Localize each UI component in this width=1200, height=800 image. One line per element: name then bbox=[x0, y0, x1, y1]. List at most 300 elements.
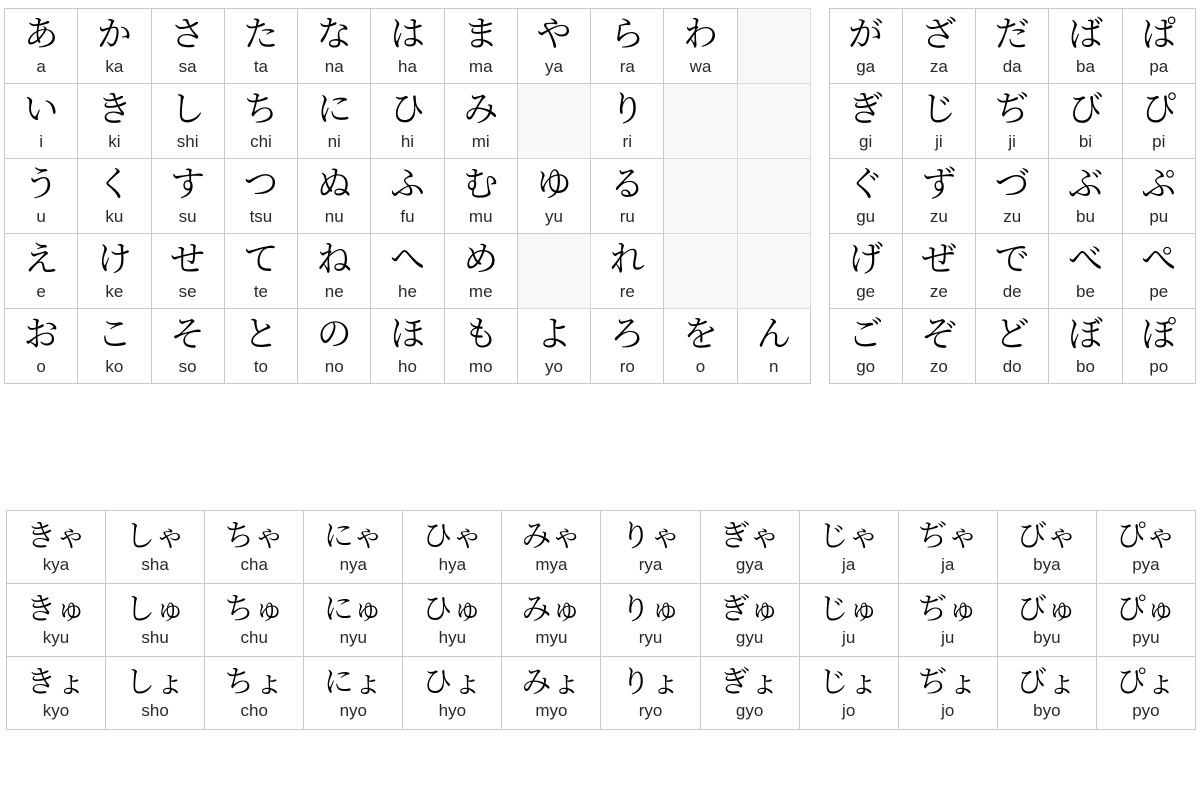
kana-glyph: の bbox=[316, 315, 352, 356]
kana-cell[interactable] bbox=[829, 9, 902, 84]
romaji-label: pa bbox=[1149, 56, 1169, 76]
kana-cell[interactable] bbox=[976, 309, 1049, 384]
romaji-label: gyo bbox=[735, 700, 764, 720]
kana-glyph: ぢ bbox=[994, 90, 1030, 131]
romaji-label: gyu bbox=[735, 627, 764, 647]
kana-cell[interactable] bbox=[78, 159, 151, 234]
kana-glyph: か bbox=[96, 15, 132, 56]
romaji-label: gu bbox=[856, 206, 876, 226]
kana-glyph: そ bbox=[170, 315, 206, 356]
kana-cell[interactable] bbox=[304, 657, 403, 730]
kana-cell[interactable] bbox=[898, 584, 997, 657]
kana-glyph: ぶ bbox=[1067, 165, 1103, 206]
romaji-label: pe bbox=[1149, 281, 1169, 301]
kana-cell[interactable] bbox=[444, 309, 517, 384]
kana-glyph: て bbox=[243, 240, 279, 281]
table-row bbox=[5, 309, 1196, 384]
romaji-label: ro bbox=[619, 356, 635, 376]
romaji-label: do bbox=[1002, 356, 1022, 376]
kana-glyph: み bbox=[463, 90, 499, 131]
kana-glyph: し bbox=[170, 90, 206, 131]
kana-cell[interactable] bbox=[517, 159, 590, 234]
kana-cell[interactable] bbox=[1122, 84, 1195, 159]
table-row bbox=[5, 234, 1196, 309]
romaji-label: mu bbox=[468, 206, 493, 226]
kana-glyph: な bbox=[316, 15, 352, 56]
romaji-label: ga bbox=[856, 56, 876, 76]
kana-glyph: を bbox=[683, 315, 719, 356]
kana-cell[interactable] bbox=[664, 9, 737, 84]
kana-glyph: ぜ bbox=[921, 240, 957, 281]
romaji-label: chi bbox=[250, 131, 272, 151]
kana-glyph: で bbox=[994, 240, 1030, 281]
kana-cell[interactable] bbox=[591, 309, 664, 384]
romaji-label: ru bbox=[619, 206, 635, 226]
spacer-cell bbox=[810, 234, 829, 309]
kana-glyph: ぞ bbox=[921, 315, 957, 356]
kana-cell[interactable] bbox=[151, 9, 224, 84]
kana-cell[interactable] bbox=[997, 584, 1096, 657]
romaji-label: ne bbox=[324, 281, 344, 301]
table-row bbox=[5, 9, 1196, 84]
kana-glyph: び bbox=[1067, 90, 1103, 131]
romaji-label: ju bbox=[941, 627, 955, 647]
kana-cell[interactable] bbox=[976, 234, 1049, 309]
kana-glyph: ぎ bbox=[848, 90, 884, 131]
romaji-label: bo bbox=[1075, 356, 1095, 376]
romaji-label: ni bbox=[327, 131, 341, 151]
kana-cell[interactable] bbox=[371, 309, 444, 384]
romaji-label: re bbox=[619, 281, 635, 301]
romaji-label: nyu bbox=[339, 627, 367, 647]
romaji-label: ryu bbox=[638, 627, 663, 647]
kana-cell[interactable] bbox=[1096, 511, 1195, 584]
kana-cell[interactable] bbox=[371, 234, 444, 309]
kana-cell[interactable] bbox=[902, 159, 975, 234]
kana-glyph: ば bbox=[1067, 15, 1103, 56]
kana-glyph: みゃ bbox=[521, 519, 582, 555]
romaji-label: nu bbox=[324, 206, 344, 226]
youon-body bbox=[7, 511, 1196, 730]
romaji-label: ji bbox=[1008, 131, 1016, 151]
kana-glyph: ふ bbox=[389, 165, 425, 206]
kana-glyph: ぬ bbox=[316, 165, 352, 206]
kana-cell[interactable] bbox=[1049, 309, 1122, 384]
kana-glyph: にゅ bbox=[323, 592, 383, 628]
romaji-label: n bbox=[769, 356, 779, 376]
kana-cell[interactable] bbox=[902, 9, 975, 84]
romaji-label: ji bbox=[935, 131, 943, 151]
kana-glyph: め bbox=[463, 240, 499, 281]
empty-kana-cell bbox=[517, 234, 590, 309]
kana-cell[interactable] bbox=[517, 309, 590, 384]
romaji-label: bya bbox=[1033, 554, 1061, 574]
romaji-label: fu bbox=[400, 206, 415, 226]
romaji-label: zu bbox=[1003, 206, 1022, 226]
kana-cell[interactable] bbox=[106, 657, 205, 730]
romaji-label: so bbox=[178, 356, 197, 376]
kana-cell[interactable] bbox=[664, 309, 737, 384]
romaji-label: i bbox=[39, 131, 44, 151]
youon-table bbox=[6, 510, 1196, 730]
romaji-label: ha bbox=[398, 56, 417, 76]
kana-cell[interactable] bbox=[1096, 657, 1195, 730]
kana-cell[interactable] bbox=[444, 9, 517, 84]
romaji-label: byu bbox=[1033, 627, 1061, 647]
kana-cell[interactable] bbox=[224, 234, 297, 309]
kana-cell[interactable] bbox=[151, 159, 224, 234]
romaji-label: ki bbox=[108, 131, 121, 151]
romaji-label: be bbox=[1075, 281, 1095, 301]
spacer-cell bbox=[810, 84, 829, 159]
kana-glyph: へ bbox=[389, 240, 425, 281]
kana-cell[interactable] bbox=[7, 657, 106, 730]
kana-cell[interactable] bbox=[106, 511, 205, 584]
kana-cell[interactable] bbox=[902, 234, 975, 309]
kana-glyph: ひ bbox=[389, 90, 425, 131]
kana-cell[interactable] bbox=[601, 657, 700, 730]
kana-cell[interactable] bbox=[591, 234, 664, 309]
romaji-label: ryo bbox=[638, 700, 663, 720]
kana-cell[interactable] bbox=[371, 159, 444, 234]
romaji-label: nyo bbox=[339, 700, 367, 720]
kana-glyph: ちょ bbox=[224, 665, 285, 701]
romaji-label: da bbox=[1002, 56, 1022, 76]
kana-glyph: お bbox=[23, 315, 59, 356]
kana-glyph: む bbox=[463, 165, 499, 206]
romaji-label: kyo bbox=[42, 700, 70, 720]
kana-glyph: ろ bbox=[609, 315, 645, 356]
romaji-label: ja bbox=[842, 554, 856, 574]
kana-cell[interactable] bbox=[591, 9, 664, 84]
romaji-label: ma bbox=[468, 56, 493, 76]
romaji-label: ri bbox=[622, 131, 632, 151]
kana-glyph: びゅ bbox=[1016, 592, 1077, 628]
kana-glyph: ぢゃ bbox=[917, 519, 978, 555]
romaji-label: ra bbox=[619, 56, 635, 76]
romaji-label: cho bbox=[240, 700, 268, 720]
kana-glyph: びゃ bbox=[1016, 519, 1077, 555]
kana-glyph: け bbox=[96, 240, 132, 281]
kana-cell[interactable] bbox=[5, 9, 78, 84]
romaji-label: pi bbox=[1152, 131, 1166, 151]
empty-kana-cell bbox=[737, 234, 810, 309]
kana-glyph: びょ bbox=[1016, 665, 1077, 701]
kana-cell[interactable] bbox=[829, 234, 902, 309]
kana-glyph: ちゃ bbox=[224, 519, 285, 555]
kana-cell[interactable] bbox=[298, 234, 371, 309]
romaji-label: kyu bbox=[42, 627, 70, 647]
kana-cell[interactable] bbox=[1122, 159, 1195, 234]
kana-glyph: きゃ bbox=[26, 519, 87, 555]
kana-cell[interactable] bbox=[78, 9, 151, 84]
kana-glyph: ぼ bbox=[1067, 315, 1103, 356]
kana-glyph: ひゃ bbox=[422, 519, 483, 555]
kana-glyph: にょ bbox=[323, 665, 383, 701]
kana-glyph: せ bbox=[170, 240, 206, 281]
kana-glyph: あ bbox=[23, 15, 59, 56]
kana-glyph: ご bbox=[848, 315, 884, 356]
kana-cell[interactable] bbox=[151, 234, 224, 309]
romaji-label: shu bbox=[141, 627, 169, 647]
romaji-label: jo bbox=[941, 700, 955, 720]
kana-cell[interactable] bbox=[444, 234, 517, 309]
kana-glyph: じ bbox=[921, 90, 957, 131]
kana-glyph: さ bbox=[170, 15, 206, 56]
kana-glyph: しゅ bbox=[125, 592, 186, 628]
kana-glyph: ぽ bbox=[1141, 315, 1177, 356]
romaji-label: de bbox=[1002, 281, 1022, 301]
kana-glyph: ちゅ bbox=[224, 592, 285, 628]
romaji-label: ba bbox=[1075, 56, 1095, 76]
kana-glyph: こ bbox=[96, 315, 132, 356]
romaji-label: ju bbox=[842, 627, 856, 647]
kana-glyph: ひょ bbox=[422, 665, 483, 701]
spacer-cell bbox=[810, 159, 829, 234]
kana-cell[interactable] bbox=[1122, 234, 1195, 309]
romaji-label: zo bbox=[929, 356, 948, 376]
kana-cell[interactable] bbox=[700, 511, 799, 584]
kana-glyph: は bbox=[389, 15, 425, 56]
romaji-label: byo bbox=[1033, 700, 1061, 720]
kana-cell[interactable] bbox=[78, 234, 151, 309]
kana-glyph: う bbox=[23, 165, 59, 206]
kana-cell[interactable] bbox=[976, 9, 1049, 84]
kana-glyph: ぎょ bbox=[719, 665, 780, 701]
kana-cell[interactable] bbox=[902, 84, 975, 159]
kana-cell[interactable] bbox=[591, 159, 664, 234]
kana-cell[interactable] bbox=[799, 657, 898, 730]
kana-cell[interactable] bbox=[997, 511, 1096, 584]
kana-glyph: つ bbox=[243, 165, 279, 206]
kana-cell[interactable] bbox=[298, 9, 371, 84]
romaji-label: pu bbox=[1149, 206, 1169, 226]
gojuon-table bbox=[4, 8, 1196, 384]
kana-cell[interactable] bbox=[502, 511, 601, 584]
kana-cell[interactable] bbox=[78, 309, 151, 384]
kana-cell[interactable] bbox=[5, 159, 78, 234]
kana-glyph: じょ bbox=[818, 665, 879, 701]
kana-glyph: りょ bbox=[620, 665, 681, 701]
kana-cell[interactable] bbox=[403, 511, 502, 584]
kana-cell[interactable] bbox=[224, 84, 297, 159]
kana-cell[interactable] bbox=[371, 9, 444, 84]
romaji-label: ku bbox=[105, 206, 124, 226]
kana-glyph: ぴ bbox=[1141, 90, 1177, 131]
romaji-label: gi bbox=[859, 131, 873, 151]
kana-glyph: づ bbox=[994, 165, 1030, 206]
kana-glyph: じゅ bbox=[818, 592, 879, 628]
romaji-label: wa bbox=[689, 56, 712, 76]
kana-cell[interactable] bbox=[298, 309, 371, 384]
kana-glyph: く bbox=[96, 165, 132, 206]
kana-glyph: た bbox=[243, 15, 279, 56]
romaji-label: ka bbox=[105, 56, 124, 76]
kana-cell[interactable] bbox=[601, 584, 700, 657]
kana-cell[interactable] bbox=[898, 657, 997, 730]
kana-cell[interactable] bbox=[1049, 159, 1122, 234]
kana-cell[interactable] bbox=[151, 84, 224, 159]
romaji-label: za bbox=[929, 56, 948, 76]
kana-glyph: みゅ bbox=[521, 592, 582, 628]
romaji-label: mi bbox=[471, 131, 490, 151]
romaji-label: ke bbox=[105, 281, 124, 301]
romaji-label: myu bbox=[535, 627, 568, 647]
kana-cell[interactable] bbox=[78, 84, 151, 159]
kana-cell[interactable] bbox=[737, 309, 810, 384]
romaji-label: o bbox=[36, 356, 46, 376]
kana-glyph: れ bbox=[609, 240, 645, 281]
kana-cell[interactable] bbox=[298, 159, 371, 234]
kana-glyph: ま bbox=[463, 15, 499, 56]
kana-cell[interactable] bbox=[1049, 9, 1122, 84]
kana-cell[interactable] bbox=[304, 511, 403, 584]
kana-glyph: みょ bbox=[521, 665, 582, 701]
kana-cell[interactable] bbox=[1122, 9, 1195, 84]
kana-glyph: き bbox=[96, 90, 132, 131]
romaji-label: ta bbox=[253, 56, 269, 76]
kana-cell[interactable] bbox=[7, 584, 106, 657]
kana-cell[interactable] bbox=[700, 584, 799, 657]
kana-cell[interactable] bbox=[829, 309, 902, 384]
kana-cell[interactable] bbox=[1122, 309, 1195, 384]
kana-glyph: ぷ bbox=[1141, 165, 1177, 206]
kana-cell[interactable] bbox=[1049, 234, 1122, 309]
kana-cell[interactable] bbox=[444, 159, 517, 234]
empty-kana-cell bbox=[737, 159, 810, 234]
kana-cell[interactable] bbox=[799, 511, 898, 584]
kana-cell[interactable] bbox=[829, 159, 902, 234]
kana-cell[interactable] bbox=[517, 9, 590, 84]
empty-kana-cell bbox=[737, 9, 810, 84]
kana-glyph: ぱ bbox=[1141, 15, 1177, 56]
kana-glyph: ぢょ bbox=[917, 665, 978, 701]
kana-cell[interactable] bbox=[7, 511, 106, 584]
kana-cell[interactable] bbox=[700, 657, 799, 730]
romaji-label: he bbox=[398, 281, 417, 301]
romaji-label: o bbox=[695, 356, 706, 376]
kana-glyph: が bbox=[848, 15, 884, 56]
kana-cell[interactable] bbox=[205, 511, 304, 584]
kana-glyph: も bbox=[463, 315, 499, 356]
romaji-label: u bbox=[36, 206, 46, 226]
kana-cell[interactable] bbox=[224, 9, 297, 84]
kana-cell[interactable] bbox=[601, 511, 700, 584]
kana-glyph: ぎゅ bbox=[719, 592, 780, 628]
kana-cell[interactable] bbox=[829, 84, 902, 159]
table-row bbox=[5, 84, 1196, 159]
kana-cell[interactable] bbox=[205, 657, 304, 730]
kana-glyph: ぎゃ bbox=[719, 519, 780, 555]
kana-cell[interactable] bbox=[205, 584, 304, 657]
romaji-label: sho bbox=[141, 700, 169, 720]
kana-cell[interactable] bbox=[5, 234, 78, 309]
romaji-label: ze bbox=[929, 281, 948, 301]
romaji-label: mo bbox=[468, 356, 493, 376]
romaji-label: pyu bbox=[1132, 627, 1160, 647]
kana-glyph: ぴゃ bbox=[1115, 519, 1176, 555]
kana-cell[interactable] bbox=[898, 511, 997, 584]
kana-cell[interactable] bbox=[799, 584, 898, 657]
kana-cell[interactable] bbox=[5, 84, 78, 159]
kana-glyph: ち bbox=[243, 90, 279, 131]
kana-glyph: ん bbox=[756, 315, 792, 356]
romaji-label: bi bbox=[1078, 131, 1093, 151]
kana-cell[interactable] bbox=[5, 309, 78, 384]
kana-cell[interactable] bbox=[976, 159, 1049, 234]
kana-cell[interactable] bbox=[403, 657, 502, 730]
romaji-label: cha bbox=[240, 554, 268, 574]
romaji-label: shi bbox=[176, 131, 199, 151]
kana-cell[interactable] bbox=[1096, 584, 1195, 657]
romaji-label: yo bbox=[545, 356, 563, 376]
empty-kana-cell bbox=[517, 84, 590, 159]
kana-glyph: ず bbox=[921, 165, 957, 206]
kana-cell[interactable] bbox=[371, 84, 444, 159]
kana-cell[interactable] bbox=[976, 84, 1049, 159]
table-row bbox=[7, 511, 1196, 584]
gojuon-body bbox=[5, 9, 1196, 384]
kana-cell[interactable] bbox=[444, 84, 517, 159]
spacer-cell bbox=[810, 9, 829, 84]
kana-cell[interactable] bbox=[502, 584, 601, 657]
romaji-label: ko bbox=[105, 356, 124, 376]
romaji-label: hyo bbox=[438, 700, 467, 720]
romaji-label: hi bbox=[400, 131, 415, 151]
kana-glyph: りゅ bbox=[620, 592, 681, 628]
kana-cell[interactable] bbox=[298, 84, 371, 159]
kana-glyph: ざ bbox=[921, 15, 957, 56]
kana-glyph: ら bbox=[609, 15, 645, 56]
romaji-label: te bbox=[253, 281, 269, 301]
kana-glyph: べ bbox=[1067, 240, 1103, 281]
kana-glyph: ど bbox=[994, 315, 1030, 356]
kana-cell[interactable] bbox=[502, 657, 601, 730]
kana-glyph: ゆ bbox=[536, 165, 572, 206]
kana-cell[interactable] bbox=[902, 309, 975, 384]
romaji-label: pya bbox=[1132, 554, 1160, 574]
empty-kana-cell bbox=[664, 234, 737, 309]
kana-cell[interactable] bbox=[106, 584, 205, 657]
kana-glyph: にゃ bbox=[323, 519, 383, 555]
kana-glyph: きゅ bbox=[26, 592, 87, 628]
kana-glyph: や bbox=[536, 15, 572, 56]
romaji-label: mya bbox=[535, 554, 568, 574]
romaji-label: ya bbox=[545, 56, 563, 76]
kana-glyph: きょ bbox=[26, 665, 87, 701]
romaji-label: zu bbox=[929, 206, 948, 226]
romaji-label: kya bbox=[42, 554, 70, 574]
kana-glyph: しょ bbox=[125, 665, 186, 701]
kana-glyph: い bbox=[23, 90, 59, 131]
kana-cell[interactable] bbox=[997, 657, 1096, 730]
kana-glyph: り bbox=[609, 90, 645, 131]
kana-cell[interactable] bbox=[1049, 84, 1122, 159]
kana-cell[interactable] bbox=[224, 159, 297, 234]
romaji-label: ho bbox=[398, 356, 417, 376]
romaji-label: to bbox=[253, 356, 269, 376]
kana-glyph: る bbox=[609, 165, 645, 206]
romaji-label: me bbox=[468, 281, 493, 301]
romaji-label: hya bbox=[438, 554, 467, 574]
kana-cell[interactable] bbox=[403, 584, 502, 657]
kana-cell[interactable] bbox=[224, 309, 297, 384]
kana-cell[interactable] bbox=[304, 584, 403, 657]
romaji-label: se bbox=[178, 281, 197, 301]
kana-glyph: りゃ bbox=[620, 519, 681, 555]
kana-cell[interactable] bbox=[591, 84, 664, 159]
kana-cell[interactable] bbox=[151, 309, 224, 384]
